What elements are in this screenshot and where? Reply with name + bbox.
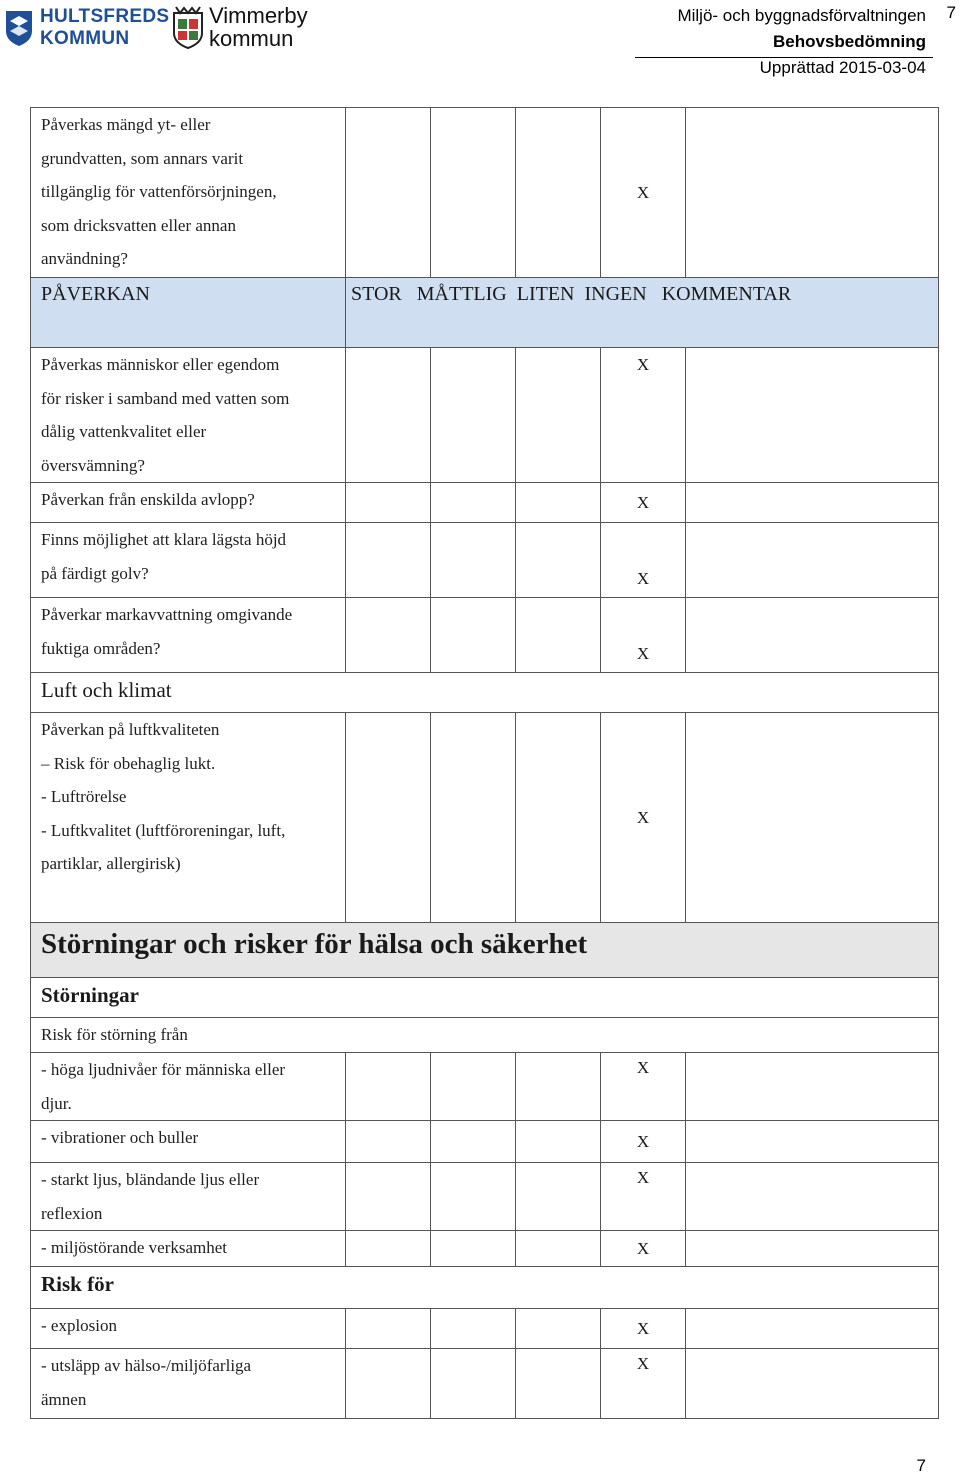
- question-cell: Påverkan från enskilda avlopp?: [31, 483, 346, 523]
- ingen-mark: X: [601, 1053, 686, 1121]
- ingen-mark: X: [601, 1121, 686, 1163]
- ingen-mark: X: [601, 1309, 686, 1349]
- question-line: översvämning?: [41, 455, 145, 475]
- subsection-row: [31, 673, 939, 713]
- question-line: som dricksvatten eller annan: [41, 215, 236, 235]
- table-row: [31, 483, 939, 523]
- department-name: Miljö- och byggnadsförvaltningen: [677, 6, 926, 25]
- question-line: för risker i samband med vatten som: [41, 388, 290, 408]
- luft-heading: [31, 673, 939, 713]
- question-line: dålig vattenkvalitet eller: [41, 422, 207, 441]
- question-line: användning?: [41, 249, 128, 268]
- table-row: [31, 1349, 939, 1419]
- subsection-heading: Störningar: [41, 983, 140, 1007]
- question-cell: [31, 523, 346, 598]
- ingen-mark: X: [601, 598, 686, 673]
- question-line: Påverkar markavvattning omgivande: [41, 605, 293, 624]
- question-line: ämnen: [41, 1389, 87, 1409]
- logo-text-line-1: Vimmerby: [209, 3, 308, 28]
- header-rule: [635, 57, 933, 58]
- question-cell: [31, 1163, 346, 1231]
- page-number-bottom: 7: [916, 1456, 926, 1475]
- ingen-mark: X: [601, 1349, 686, 1419]
- table-row: [31, 598, 939, 673]
- question-line: fuktiga områden?: [41, 638, 161, 658]
- logo-text-line-2: kommun: [209, 26, 294, 51]
- table-row: [31, 1121, 939, 1163]
- ingen-mark: X: [601, 523, 686, 598]
- assessment-table: [30, 107, 939, 1419]
- section-title: Störningar och risker för hälsa och säkerhet: [41, 928, 588, 960]
- subsection-heading: Luft och klimat: [41, 678, 172, 702]
- table-row: [31, 108, 939, 278]
- mattlig-cell: [431, 108, 516, 278]
- column-header-label: PÅVERKAN: [31, 278, 346, 348]
- question-line: - starkt ljus, bländande ljus eller: [41, 1170, 260, 1189]
- vimmerby-crest-icon: [172, 5, 204, 49]
- question-line: partiklar, allergirisk): [41, 854, 181, 873]
- page-header: [0, 0, 960, 95]
- table-row: [31, 348, 939, 483]
- question-cell: - explosion: [31, 1309, 346, 1349]
- table-row: [31, 1309, 939, 1349]
- ingen-mark: X: [601, 1163, 686, 1231]
- question-cell: [31, 1349, 346, 1419]
- logo-text-line-2: KOMMUN: [40, 28, 130, 49]
- question-cell: [31, 598, 346, 673]
- ingen-mark: X: [601, 483, 686, 523]
- hultsfred-shield-icon: [4, 9, 34, 47]
- table-row: [31, 1053, 939, 1121]
- column-header-names: STOR MÅTTLIG LITEN INGEN KOMMENTAR: [346, 278, 939, 348]
- risk-heading-cell: [31, 1267, 939, 1309]
- column-header-row: [31, 278, 939, 348]
- question-line: Finns möjlighet att klara lägsta höjd: [41, 530, 287, 549]
- question-cell: - vibrationer och buller: [31, 1121, 346, 1163]
- ingen-mark: X: [601, 1231, 686, 1267]
- question-line: Påverkas människor eller egendom: [41, 355, 280, 374]
- logo-text-line-1: HULTSFREDS: [40, 6, 170, 27]
- question-line: Påverkan på luftkvaliteten: [41, 720, 220, 739]
- question-line: djur.: [41, 1093, 72, 1113]
- document-date: Upprättad 2015-03-04: [759, 58, 926, 77]
- table-row: [31, 713, 939, 923]
- subsection-heading: Risk för: [41, 1272, 114, 1296]
- liten-cell: [516, 108, 601, 278]
- question-line: på färdigt golv?: [41, 563, 149, 583]
- table-row: [31, 1018, 939, 1053]
- page-number-top: 7: [946, 3, 956, 22]
- question-cell: [31, 713, 346, 923]
- vimmerby-logo: [172, 4, 308, 50]
- question-line: Påverkas mängd yt- eller: [41, 115, 211, 134]
- table-row: [31, 1231, 939, 1267]
- question-line: - höga ljudnivåer för människa eller: [41, 1060, 286, 1079]
- storningar-heading-cell: [31, 978, 939, 1018]
- stor-cell: [346, 108, 431, 278]
- hultsfred-logo: [4, 6, 169, 50]
- table-row: [31, 1163, 939, 1231]
- ingen-mark: X: [601, 713, 686, 923]
- question-cell: [31, 1053, 346, 1121]
- section-cell: [31, 923, 939, 978]
- kommentar-cell: [686, 108, 939, 278]
- document-info: [677, 3, 926, 81]
- question-line: grundvatten, som annars varit: [41, 148, 244, 168]
- document-title: Behovsbedömning: [772, 32, 926, 51]
- question-line: - utsläpp av hälso-/miljöfarliga: [41, 1356, 252, 1375]
- ingen-mark: X: [601, 108, 686, 278]
- ingen-mark: X: [601, 348, 686, 483]
- question-line: tillgänglig för vattenförsörjningen,: [41, 182, 277, 201]
- question-cell: - miljöstörande verksamhet: [31, 1231, 346, 1267]
- table-row: [31, 523, 939, 598]
- question-cell: [31, 348, 346, 483]
- question-line: - Luftrörelse: [41, 787, 127, 806]
- question-cell: [31, 108, 346, 278]
- question-line: reflexion: [41, 1203, 103, 1223]
- subsection-row: [31, 1267, 939, 1309]
- intro-cell: Risk för störning från: [31, 1018, 939, 1053]
- question-line: - Luftkvalitet (luftföroreningar, luft,: [41, 820, 286, 840]
- question-line: – Risk för obehaglig lukt.: [41, 753, 216, 773]
- subsection-row: [31, 978, 939, 1018]
- section-row: [31, 923, 939, 978]
